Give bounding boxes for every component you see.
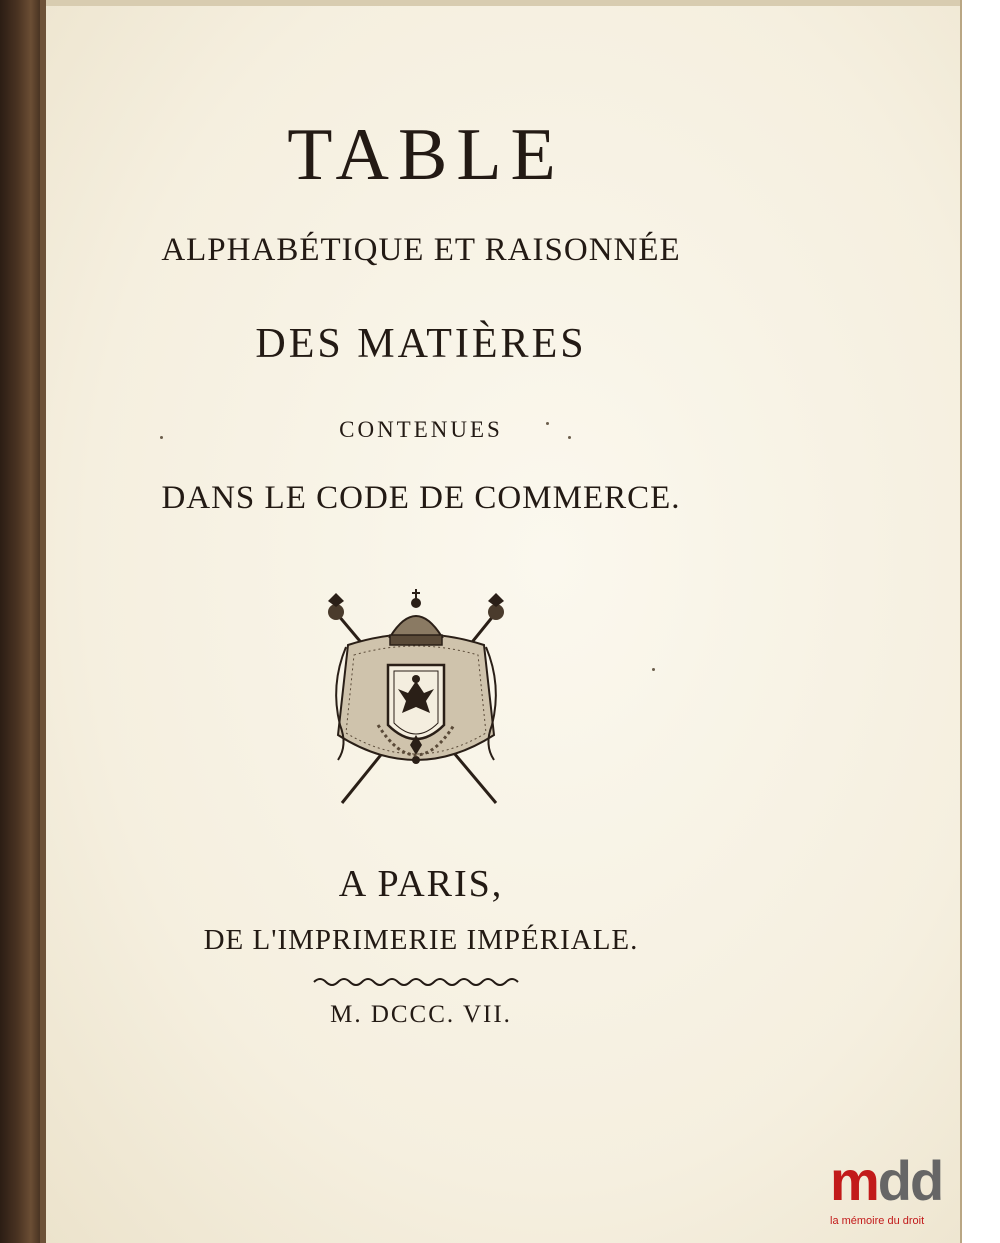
subtitle-line-4: DANS LE CODE DE COMMERCE. (161, 480, 681, 516)
subtitle-line-1: ALPHABÉTIQUE ET RAISONNÉE (161, 232, 681, 268)
imprint-printer: DE L'IMPRIMERIE IMPÉRIALE. (203, 924, 639, 956)
subtitle-line-2: DES MATIÈRES (255, 321, 587, 367)
ornamental-rule (312, 975, 524, 989)
page-top-edge (46, 0, 960, 6)
paper-speck (652, 668, 655, 671)
paper-speck (160, 436, 163, 439)
coat-of-arms-icon (318, 585, 514, 810)
logo-letters-dd: dd (877, 1149, 943, 1212)
imprint-place: A PARIS, (338, 863, 504, 905)
paper-speck (546, 422, 549, 425)
imprint-date: M. DCCC. VII. (330, 1001, 512, 1028)
logo-tagline: la mémoire du droit (830, 1215, 925, 1227)
page-title: TABLE (287, 114, 565, 196)
subtitle-line-3: CONTENUES (339, 417, 503, 442)
mdd-logo (830, 1151, 956, 1235)
paper-speck (568, 436, 571, 439)
logo-letter-m: m (830, 1149, 878, 1212)
logo-letters (830, 1151, 956, 1211)
